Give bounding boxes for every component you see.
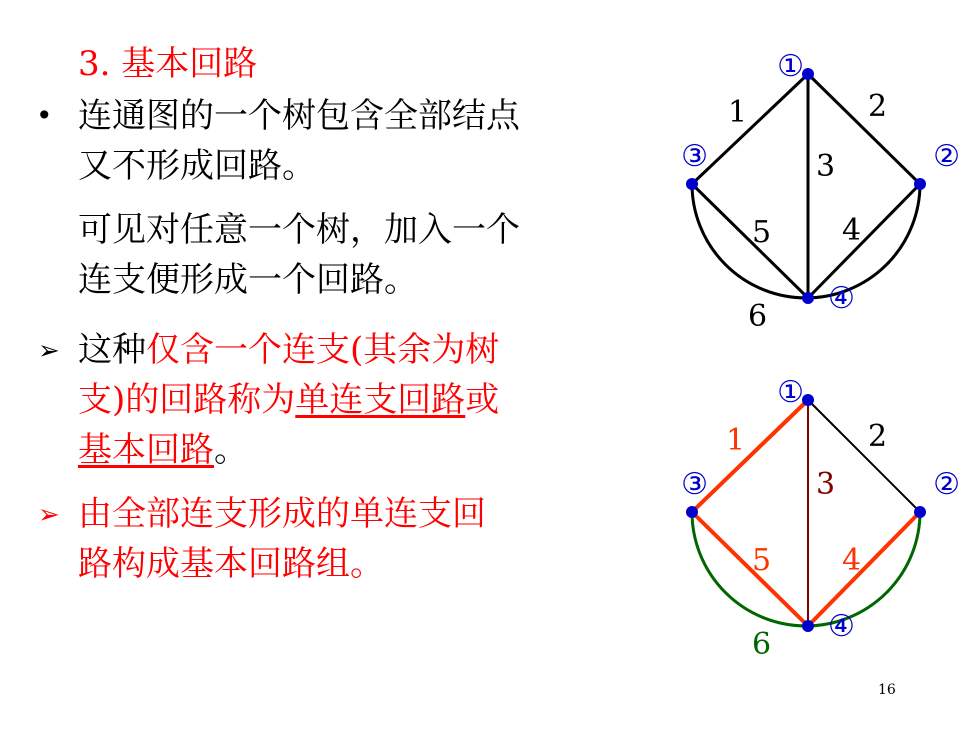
point1-line3-tail: 。 <box>214 430 248 470</box>
point2-line1: 由全部连支形成的单连支回 <box>78 494 486 534</box>
top-branch-label-6: 6 <box>748 299 768 334</box>
bottom-branch-label-4: 4 <box>842 543 862 578</box>
term-basic-loop: 基本回路 <box>78 430 214 470</box>
point2-line2: 路构成基本回路组。 <box>78 544 384 584</box>
para-line2: 连支便形成一个回路。 <box>78 260 418 300</box>
bottom-branch-label-6: 6 <box>752 627 772 662</box>
top-branch-label-1: 1 <box>728 95 748 130</box>
bottom-branch-5 <box>692 512 808 626</box>
bottom-branch-1 <box>692 400 808 512</box>
top-node-2-label: ② <box>933 139 960 174</box>
top-node-4-dot <box>802 292 814 304</box>
top-node-2-dot <box>914 178 926 190</box>
point1-line2-tail: 或 <box>465 380 500 420</box>
bullet1-line2: 又不形成回路。 <box>78 146 316 186</box>
top-branch-1 <box>692 74 808 184</box>
graph-top <box>681 49 960 334</box>
arrow-bullet-icon: ➢ <box>38 336 60 366</box>
bullet-dot-icon: • <box>36 99 53 132</box>
top-node-4-label: ④ <box>828 281 855 316</box>
page-number: 16 <box>878 682 896 698</box>
top-node-1-label: ① <box>777 49 804 84</box>
point1-line2-red: 支)的回路称为 <box>78 380 296 420</box>
section-heading: 3. 基本回路 <box>78 44 258 84</box>
bottom-node-1-label: ① <box>777 375 804 410</box>
top-branch-label-3: 3 <box>816 149 836 184</box>
para-line1: 可见对任意一个树，加入一个 <box>78 210 520 250</box>
top-branch-6-arc <box>692 184 920 298</box>
bottom-node-4-label: ④ <box>828 609 855 644</box>
bottom-node-3-dot <box>686 506 698 518</box>
bottom-branch-label-2: 2 <box>868 419 888 454</box>
bottom-node-4-dot <box>802 620 814 632</box>
term-single-link-loop: 单连支回路 <box>295 380 466 420</box>
top-branch-label-2: 2 <box>868 89 888 124</box>
bottom-node-2-dot <box>914 506 926 518</box>
arrow-bullet-icon: ➢ <box>38 500 60 530</box>
top-branch-label-4: 4 <box>842 213 862 248</box>
point1-line1-red: 仅含一个连支(其余为树 <box>146 330 500 370</box>
top-branch-5 <box>692 184 808 298</box>
bottom-branch-label-5: 5 <box>752 543 772 578</box>
top-branch-label-5: 5 <box>752 215 772 250</box>
top-node-3-dot <box>686 178 698 190</box>
bottom-branch-label-1: 1 <box>726 423 746 458</box>
graph-bottom <box>681 375 960 662</box>
bottom-node-3-label: ③ <box>681 467 708 502</box>
bottom-branch-label-3: 3 <box>816 467 836 502</box>
bottom-branch-6-arc <box>692 512 920 626</box>
point1-line1-black: 这种 <box>78 330 146 370</box>
top-node-3-label: ③ <box>681 139 708 174</box>
bullet1-line1: 连通图的一个树包含全部结点 <box>78 96 520 136</box>
bottom-node-2-label: ② <box>933 467 960 502</box>
